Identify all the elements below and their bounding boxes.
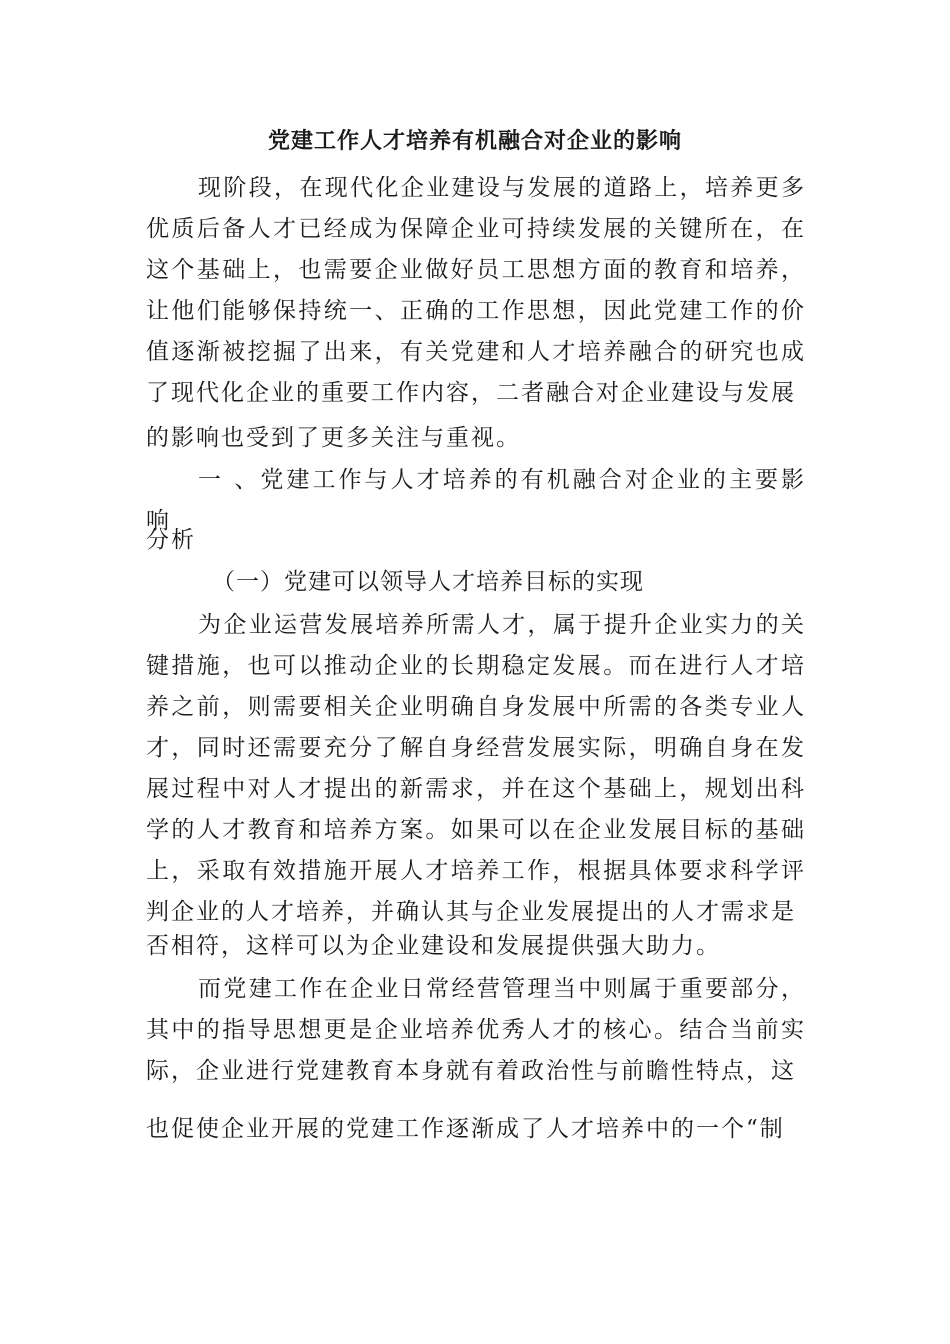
document-title: 党建工作人才培养有机融合对企业的影响 bbox=[267, 128, 682, 154]
intro-paragraph-last-line: 的影响也受到了更多关注与重视。 bbox=[146, 425, 521, 451]
section-heading: 一 、党建工作与人才培养的有机融合对企业的主要影响 bbox=[146, 467, 806, 534]
body-paragraph-3-last-line: 也促使企业开展的党建工作逐渐成了人才培养中的一个“制 bbox=[146, 1116, 785, 1142]
body-paragraph-2-last-line: 否相符，这样可以为企业建设和发展提供强大助力。 bbox=[146, 933, 721, 959]
section-heading-last-line: 分析 bbox=[146, 527, 196, 553]
body-paragraph-3: 而党建工作在企业日常经营管理当中则属于重要部分，其中的指导思想更是企业培养优秀人才的核心。结合当前实际，企业进行党建教育本身就有着政治性与前瞻性特点，这 bbox=[146, 976, 806, 1084]
subsection-heading: （一）党建可以领导人才培养目标的实现 bbox=[212, 569, 644, 595]
body-paragraph-2: 为企业运营发展培养所需人才，属于提升企业实力的关键措施，也可以推动企业的长期稳定发展。而在进行人才培养之前，则需要相关企业明确自身发展中所需的各类专业人才，同时还需要充分了解自身经营发展实际，明确自身在发展过程中对人才提出的新需求，并在这个基础上，规划出科学的人才教育和培养方案。如果可以在企业发展目标的基础上，采取有效措施开展人才培养工作，根据具体要求科学评判企业的人才培养，并确认其与企业发展提出的人才需求是 bbox=[146, 612, 806, 925]
intro-paragraph: 现阶段，在现代化企业建设与发展的道路上，培养更多优质后备人才已经成为保障企业可持续发展的关键所在，在这个基础上，也需要企业做好员工思想方面的教育和培养，让他们能够保持统一、正确的工作思想，因此党建工作的价值逐渐被挖掘了出来，有关党建和人才培养融合的研究也成了现代化企业的重要工作内容，二者融合对企业建设与发展 bbox=[146, 175, 806, 406]
